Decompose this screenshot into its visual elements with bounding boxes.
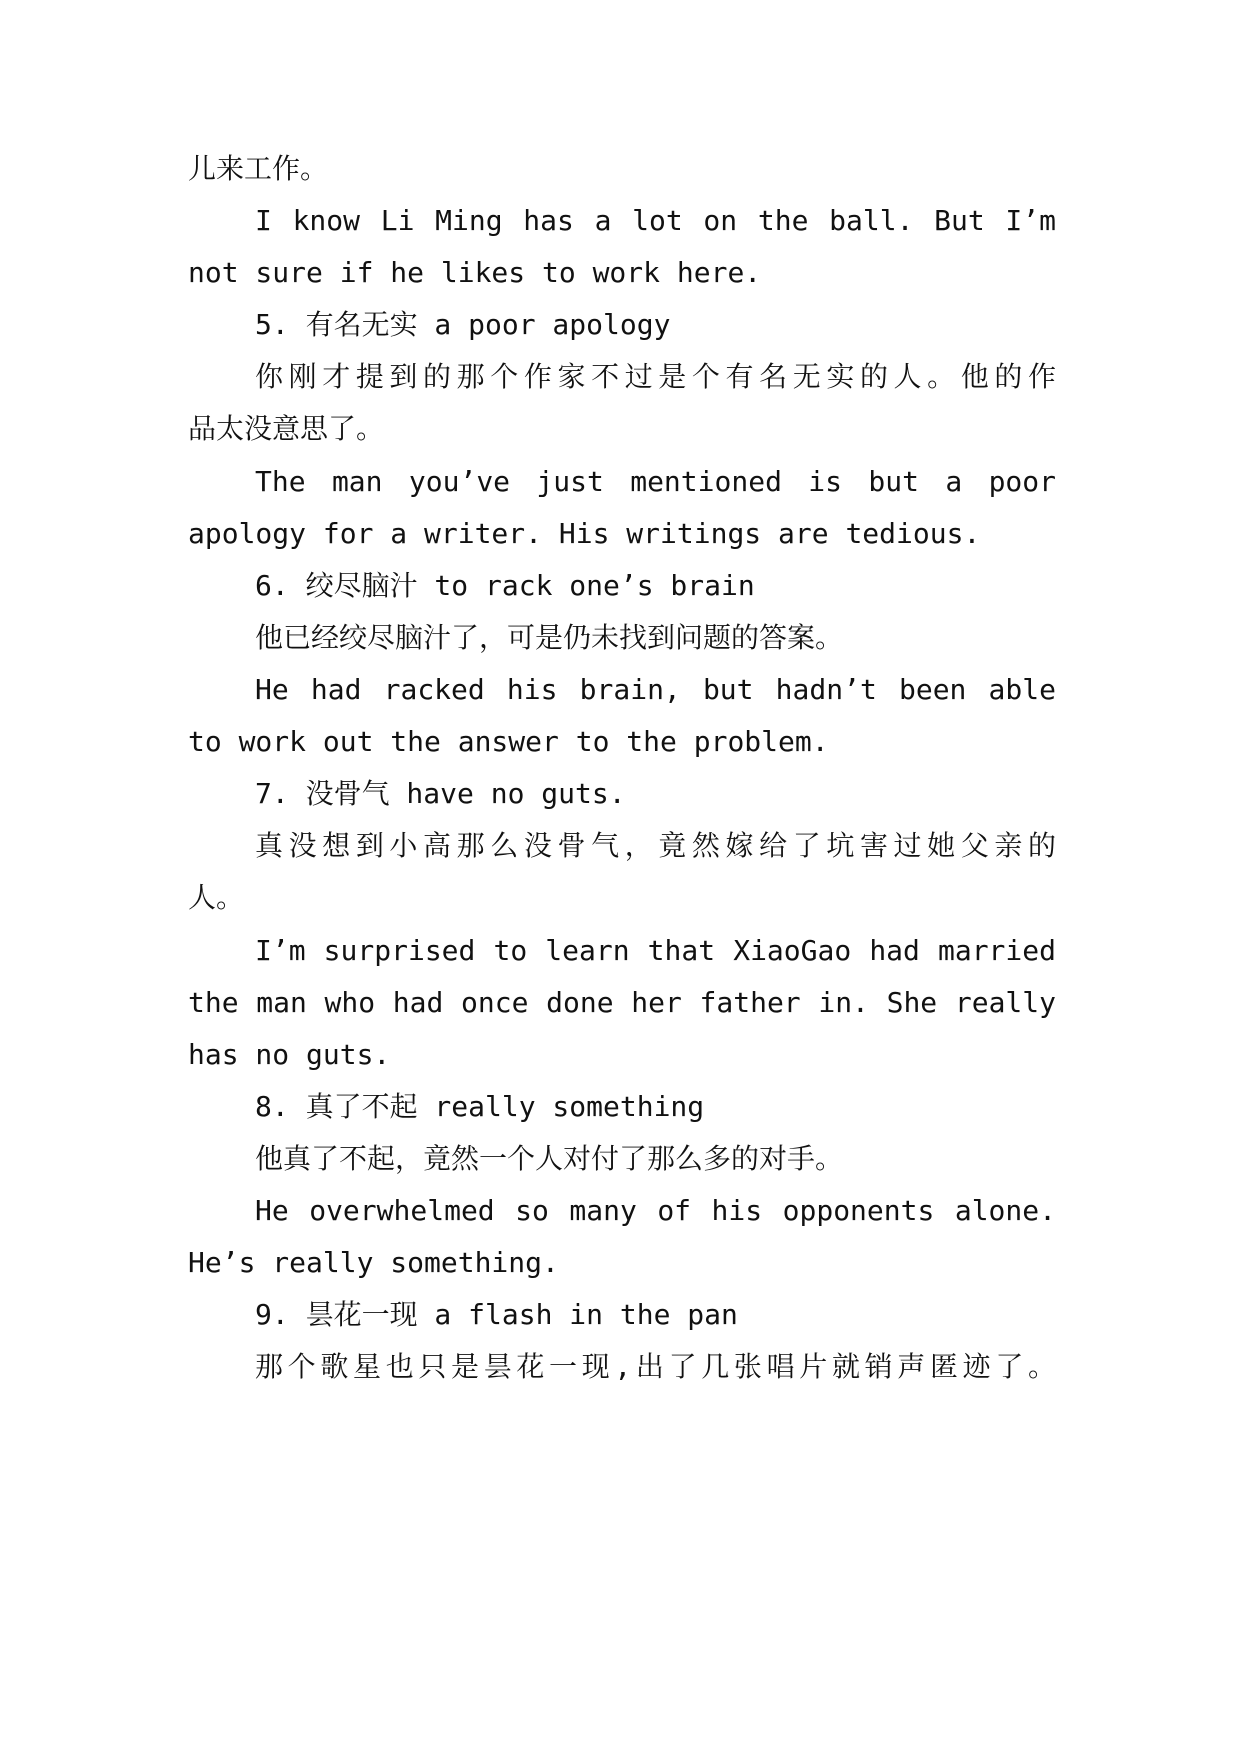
section-heading-5: 5. 有名无实 a poor apology	[255, 308, 671, 341]
text-line: not sure if he likes to work here.	[188, 256, 762, 289]
text-line: to work out the answer to the problem.	[188, 725, 829, 758]
text-line: apology for a writer. His writings are tedious.	[188, 517, 981, 550]
text-line: has no guts.	[188, 1038, 391, 1071]
text-line: He had racked his brain, but hadn’t been able	[255, 673, 1056, 706]
text-line: 他已经绞尽脑汁了，可是仍未找到问题的答案。	[255, 621, 844, 654]
text-line: 儿来工作。	[188, 152, 329, 185]
text-line: the man who had once done her father in. She really	[188, 986, 1056, 1019]
section-heading-9: 9. 昙花一现 a flash in the pan	[255, 1298, 738, 1331]
section-heading-6: 6. 绞尽脑汁 to rack one’s brain	[255, 569, 755, 602]
text-line: 你刚才提到的那个作家不过是个有名无实的人。他的作	[255, 360, 1056, 393]
section-heading-7: 7. 没骨气 have no guts.	[255, 777, 626, 810]
text-line: I’m surprised to learn that XiaoGao had married	[255, 934, 1056, 967]
text-line: I know Li Ming has a lot on the ball. But I’m	[255, 204, 1056, 237]
text-line: 人。	[188, 881, 245, 914]
text-line: The man you’ve just mentioned is but a poor	[255, 465, 1056, 498]
text-line: He overwhelmed so many of his opponents alone.	[255, 1194, 1056, 1227]
text-line: 品太没意思了。	[188, 412, 385, 445]
text-line: 他真了不起，竟然一个人对付了那么多的对手。	[255, 1142, 844, 1175]
section-heading-8: 8. 真了不起 really something	[255, 1090, 705, 1123]
text-line: He’s really something.	[188, 1246, 559, 1279]
text-line: 真没想到小高那么没骨气，竟然嫁给了坑害过她父亲的	[255, 829, 1056, 862]
text-line: 那个歌星也只是昙花一现,出了几张唱片就销声匿迹了。	[255, 1350, 1056, 1383]
